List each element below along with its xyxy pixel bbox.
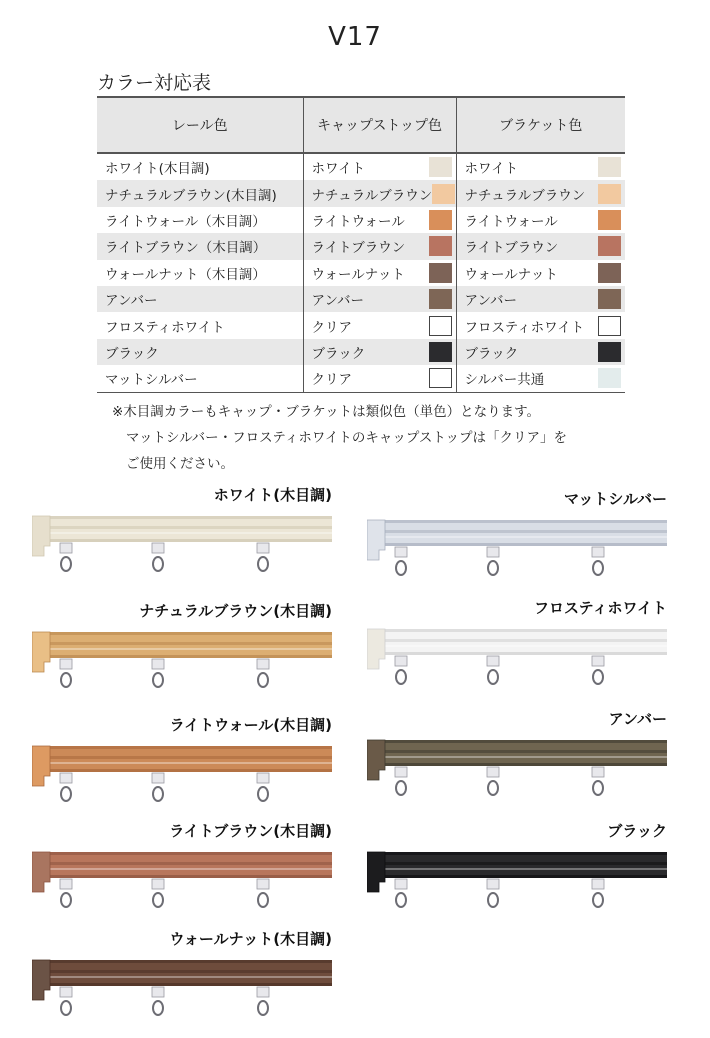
runner-ring <box>153 893 163 907</box>
color-table <box>97 96 625 393</box>
color-swatch <box>429 316 452 336</box>
bracket-color-cell <box>456 153 625 180</box>
end-cap <box>32 960 50 1000</box>
rail-illustration <box>32 512 332 587</box>
runner <box>395 656 407 666</box>
table-row <box>97 180 625 206</box>
bracket-color-cell <box>456 207 625 233</box>
runner <box>152 659 164 669</box>
cap-color-cell <box>303 207 456 233</box>
cap-color-cell <box>303 233 456 259</box>
color-swatch <box>598 263 621 283</box>
bracket-color-cell <box>456 286 625 312</box>
runner <box>60 543 72 553</box>
color-swatch <box>429 368 452 388</box>
bracket-color-name: ウォールナット <box>464 266 558 283</box>
rail-label: ブラック <box>607 822 667 840</box>
rail-color-cell <box>97 207 303 233</box>
end-cap <box>367 520 385 560</box>
cap-color-cell <box>303 365 456 392</box>
rail-label: ウォールナット(木目調) <box>169 930 332 948</box>
bracket-color-name: ライトブラウン <box>464 240 559 257</box>
table-row <box>97 233 625 259</box>
bracket-color-name: シルバー共通 <box>464 372 545 389</box>
rail-color-name: ブラック <box>105 345 159 362</box>
runner-ring <box>153 557 163 571</box>
rail-label: ライトウォール(木目調) <box>169 716 332 734</box>
rail-top-edge <box>32 632 332 635</box>
rail-color-cell <box>97 180 303 206</box>
runner <box>257 543 269 553</box>
rail-label: マットシルバー <box>564 490 667 508</box>
runner <box>257 773 269 783</box>
rail-top-edge <box>367 629 667 632</box>
rail-groove <box>36 756 332 759</box>
rail-illustration <box>367 848 667 923</box>
runner-ring <box>488 670 498 684</box>
rail-color-name: アンバー <box>105 293 158 310</box>
runner <box>592 879 604 889</box>
rail-top-edge <box>32 852 332 855</box>
rail-groove <box>36 862 332 865</box>
rail-bottom-edge <box>367 875 667 878</box>
cap-color-cell <box>303 180 456 206</box>
end-cap <box>367 852 385 892</box>
color-swatch <box>429 342 452 362</box>
rail-groove <box>36 526 332 529</box>
cap-color-name: ナチュラルブラウン <box>311 187 433 204</box>
note-line: マットシルバー・フロスティホワイトのキャップストップは「クリア」を <box>126 430 567 446</box>
runner-ring <box>258 787 268 801</box>
runner-ring <box>258 673 268 687</box>
rail-bottom-edge <box>32 655 332 658</box>
runner <box>487 879 499 889</box>
rail-groove <box>36 642 332 645</box>
rail-highlight <box>371 645 667 647</box>
rail-color-name: ライトブラウン（木目調） <box>105 240 267 257</box>
cap-color-cell <box>303 153 456 180</box>
rail-illustration <box>32 848 332 923</box>
rail-bottom-edge <box>367 543 667 546</box>
color-swatch <box>429 210 452 230</box>
rail-groove <box>36 970 332 973</box>
table-header-row <box>97 97 625 153</box>
rail-bottom-edge <box>32 769 332 772</box>
rail-label: アンバー <box>608 710 667 728</box>
rail-highlight <box>36 976 332 978</box>
rail-sample-matte-silver <box>367 488 667 598</box>
rail-color-name: マットシルバー <box>105 372 198 389</box>
runner-ring <box>396 670 406 684</box>
rail-highlight <box>36 868 332 870</box>
rail-bottom-edge <box>32 983 332 986</box>
runner-ring <box>593 561 603 575</box>
header-cap-color: キャップストップ色 <box>303 97 456 153</box>
rail-color-cell <box>97 153 303 180</box>
cap-color-name: ライトウォール <box>311 213 405 230</box>
rail-sample-walnut <box>32 928 332 1038</box>
runner <box>60 879 72 889</box>
bracket-color-name: ホワイト <box>464 161 519 178</box>
rail-highlight <box>36 532 332 534</box>
rail-top-edge <box>32 516 332 519</box>
cap-color-name: クリア <box>311 372 352 389</box>
color-swatch <box>598 368 621 388</box>
bracket-color-cell <box>456 365 625 392</box>
runner-ring <box>396 561 406 575</box>
rail-color-name: ウォールナット（木目調） <box>105 266 266 283</box>
runner-ring <box>593 781 603 795</box>
cap-color-name: ブラック <box>311 345 366 362</box>
color-swatch <box>598 316 621 336</box>
header-bracket-color: ブラケット色 <box>456 97 625 153</box>
rail-color-cell <box>97 365 303 392</box>
rail-sample-light-brown <box>32 820 332 930</box>
table-title: カラー対応表 <box>97 72 212 94</box>
runner <box>60 659 72 669</box>
rail-bottom-edge <box>32 875 332 878</box>
runner-ring <box>258 893 268 907</box>
cap-color-name: ライトブラウン <box>311 240 406 257</box>
end-cap <box>32 852 50 892</box>
runner <box>60 773 72 783</box>
color-swatch <box>598 236 621 256</box>
cap-color-cell <box>303 312 456 338</box>
runner <box>592 656 604 666</box>
color-swatch <box>429 157 452 177</box>
color-swatch <box>429 236 452 256</box>
rail-top-edge <box>32 746 332 749</box>
runner-ring <box>488 781 498 795</box>
rail-groove <box>371 639 667 642</box>
rail-label: ナチュラルブラウン(木目調) <box>139 602 332 620</box>
bracket-color-cell <box>456 180 625 206</box>
color-swatch <box>429 263 452 283</box>
rail-illustration <box>367 625 667 700</box>
rail-sample-light-wall <box>32 714 332 824</box>
model-name: V17 <box>328 22 382 52</box>
runner <box>487 767 499 777</box>
bracket-color-name: ナチュラルブラウン <box>464 187 586 204</box>
runner <box>592 547 604 557</box>
rail-highlight <box>371 536 667 538</box>
runner <box>60 987 72 997</box>
color-swatch <box>598 184 621 204</box>
rail-color-cell <box>97 312 303 338</box>
rail-groove <box>371 530 667 533</box>
rail-color-cell <box>97 233 303 259</box>
bracket-color-cell <box>456 260 625 286</box>
rail-groove <box>371 862 667 865</box>
runner <box>487 656 499 666</box>
table-row <box>97 153 625 180</box>
cap-color-name: ホワイト <box>311 161 366 178</box>
table-row <box>97 286 625 312</box>
runner <box>152 879 164 889</box>
rail-sample-amber <box>367 708 667 818</box>
runner-ring <box>61 557 71 571</box>
runner-ring <box>258 557 268 571</box>
runner-ring <box>153 673 163 687</box>
rail-color-cell <box>97 339 303 365</box>
color-swatch <box>598 157 621 177</box>
rail-label: ホワイト(木目調) <box>213 486 332 504</box>
end-cap <box>32 516 50 556</box>
rail-illustration <box>32 628 332 703</box>
bracket-color-cell <box>456 233 625 259</box>
rail-highlight <box>371 868 667 870</box>
cap-color-cell <box>303 260 456 286</box>
runner-ring <box>593 670 603 684</box>
cap-color-name: クリア <box>311 319 352 336</box>
rail-sample-frosty-white <box>367 597 667 707</box>
end-cap <box>367 740 385 780</box>
rail-top-edge <box>367 852 667 855</box>
note <box>112 399 567 477</box>
end-cap <box>32 632 50 672</box>
bracket-color-cell <box>456 312 625 338</box>
color-swatch <box>432 184 455 204</box>
end-cap <box>367 629 385 669</box>
bracket-color-cell <box>456 339 625 365</box>
runner <box>152 773 164 783</box>
runner <box>487 547 499 557</box>
runner <box>257 987 269 997</box>
rail-illustration <box>367 516 667 591</box>
runner-ring <box>593 893 603 907</box>
bracket-color-name: ライトウォール <box>464 213 558 230</box>
color-swatch <box>598 342 621 362</box>
runner <box>257 659 269 669</box>
runner-ring <box>61 787 71 801</box>
runner <box>152 987 164 997</box>
rail-sample-white <box>32 484 332 594</box>
runner-ring <box>61 893 71 907</box>
cap-color-cell <box>303 339 456 365</box>
runner <box>395 879 407 889</box>
rail-illustration <box>32 742 332 817</box>
table-row <box>97 207 625 233</box>
table-row <box>97 365 625 392</box>
bracket-color-name: フロスティホワイト <box>464 319 585 336</box>
table-row <box>97 260 625 286</box>
rail-color-name: ホワイト(木目調) <box>105 161 210 178</box>
rail-color-name: フロスティホワイト <box>105 319 225 336</box>
rail-illustration <box>367 736 667 811</box>
color-swatch <box>429 289 452 309</box>
runner <box>592 767 604 777</box>
runner-ring <box>488 561 498 575</box>
runner-ring <box>396 781 406 795</box>
cap-color-cell <box>303 286 456 312</box>
cap-color-name: ウォールナット <box>311 266 405 283</box>
end-cap <box>32 746 50 786</box>
bracket-color-name: アンバー <box>464 293 518 310</box>
rail-sample-natural-brown <box>32 600 332 710</box>
runner <box>395 767 407 777</box>
rail-color-cell <box>97 260 303 286</box>
rail-top-edge <box>367 740 667 743</box>
rail-highlight <box>36 762 332 764</box>
rail-illustration <box>32 956 332 1031</box>
rail-color-cell <box>97 286 303 312</box>
runner-ring <box>61 673 71 687</box>
rail-bottom-edge <box>367 652 667 655</box>
rail-highlight <box>36 648 332 650</box>
note-line: ご使用ください。 <box>126 456 234 472</box>
rail-bottom-edge <box>32 539 332 542</box>
rail-color-name: ライトウォール（木目調） <box>105 213 266 230</box>
rail-color-name: ナチュラルブラウン(木目調) <box>105 187 277 204</box>
runner-ring <box>488 893 498 907</box>
rail-groove <box>371 750 667 753</box>
runner <box>257 879 269 889</box>
color-swatch <box>598 289 621 309</box>
runner-ring <box>258 1001 268 1015</box>
note-line: ※木目調カラーもキャップ・ブラケットは類似色（単色）となります。 <box>112 404 541 420</box>
rail-top-edge <box>367 520 667 523</box>
runner-ring <box>153 787 163 801</box>
rail-top-edge <box>32 960 332 963</box>
bracket-color-name: ブラック <box>464 345 519 362</box>
rail-label: ライトブラウン(木目調) <box>169 822 332 840</box>
rail-highlight <box>371 756 667 758</box>
runner-ring <box>61 1001 71 1015</box>
table-row <box>97 339 625 365</box>
color-swatch <box>598 210 621 230</box>
table-row <box>97 312 625 338</box>
rail-label: フロスティホワイト <box>533 599 667 617</box>
runner-ring <box>396 893 406 907</box>
rail-bottom-edge <box>367 763 667 766</box>
header-rail-color: レール色 <box>97 97 303 153</box>
runner <box>152 543 164 553</box>
runner-ring <box>153 1001 163 1015</box>
cap-color-name: アンバー <box>311 293 365 310</box>
rail-sample-black <box>367 820 667 930</box>
runner <box>395 547 407 557</box>
